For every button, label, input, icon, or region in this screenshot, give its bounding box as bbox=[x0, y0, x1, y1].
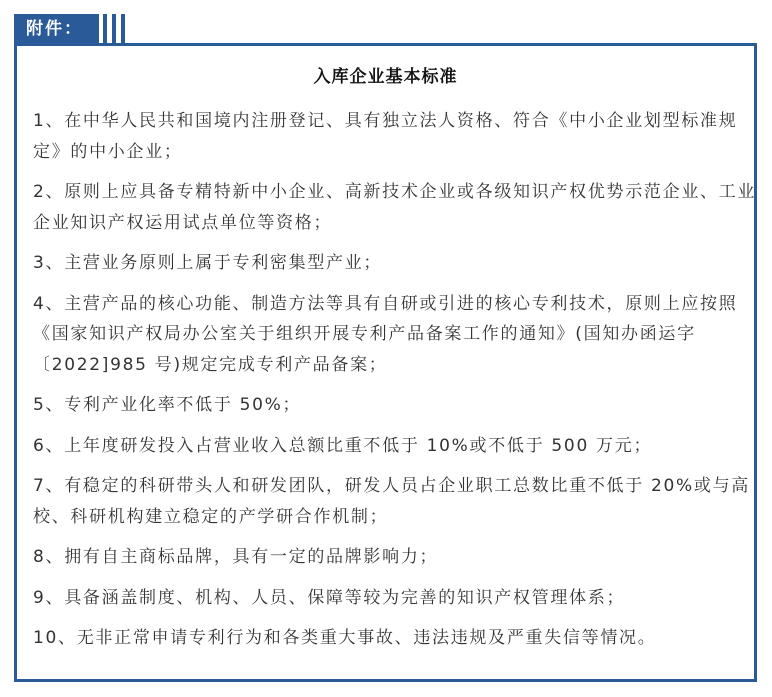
item-line: 4、主营产品的核心功能、制造方法等具有自研或引进的核心专利技术，原则上应按照 bbox=[33, 293, 738, 314]
criteria-list bbox=[33, 106, 757, 664]
item-line: 1、在中华人民共和国境内注册登记、具有独立法人资格、符合《中小企业划型标准规 bbox=[33, 111, 738, 131]
criteria-item-5 bbox=[33, 390, 741, 421]
decorative-stripe bbox=[103, 14, 107, 44]
criteria-item-7 bbox=[33, 471, 751, 532]
decorative-stripe bbox=[112, 14, 116, 44]
document-title: 入库企业基本标准 bbox=[313, 67, 458, 87]
criteria-item-2 bbox=[33, 177, 757, 238]
criteria-item-9 bbox=[33, 583, 741, 614]
item-line: 7、有稳定的科研带头人和研发团队，研发人员占企业职工总数比重不低于 20%或与高 bbox=[33, 476, 751, 496]
attachment-tab-label: 附件： bbox=[14, 14, 99, 44]
item-line: 2、原则上应具备专精特新中小企业、高新技术企业或各级知识产权优势示范企业、工业 bbox=[33, 182, 757, 202]
criteria-item-10 bbox=[33, 623, 741, 654]
criteria-item-1 bbox=[33, 106, 741, 167]
criteria-item-6 bbox=[33, 431, 741, 462]
item-line: 3、主营业务原则上属于专利密集型产业； bbox=[33, 253, 383, 273]
criteria-item-3 bbox=[33, 248, 741, 279]
item-line: 9、具备涵盖制度、机构、人员、保障等较为完善的知识产权管理体系； bbox=[33, 587, 626, 608]
item-line: 《国家知识产权局办公室关于组织开展专利产品备案工作的通知》(国知办函运字 bbox=[33, 324, 696, 344]
criteria-item-4 bbox=[33, 289, 741, 381]
item-line: 10、无非正常申请专利行为和各类重大事故、违法违规及严重失信等情况。 bbox=[33, 628, 657, 648]
item-line: 6、上年度研发投入占营业收入总额比重不低于 10%或不低于 500 万元； bbox=[33, 435, 653, 456]
criteria-item-8 bbox=[33, 542, 741, 573]
item-line: 校、科研机构建立稳定的产学研合作机制； bbox=[33, 506, 389, 527]
item-line: 企业知识产权运用试点单位等资格； bbox=[33, 212, 333, 233]
item-line: 8、拥有自主商标品牌，具有一定的品牌影响力； bbox=[33, 547, 439, 567]
item-line: 5、专利产业化率不低于 50%； bbox=[33, 395, 302, 415]
item-line: 定》的中小企业； bbox=[33, 141, 183, 162]
item-line: 〔2022]985 号)规定完成专利产品备案； bbox=[33, 354, 388, 375]
decorative-stripe bbox=[121, 14, 125, 44]
